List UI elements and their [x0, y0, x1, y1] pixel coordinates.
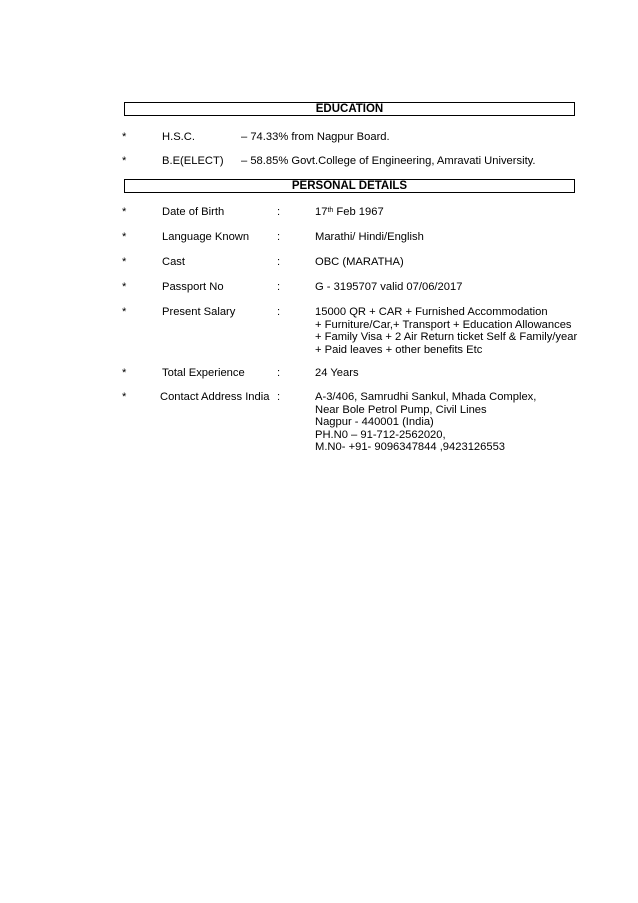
- salary-line: + Paid leaves + other benefits Etc: [315, 343, 483, 356]
- experience-bullet: *: [122, 367, 127, 379]
- education-title: EDUCATION: [315, 103, 384, 115]
- education-value-hsc: – 74.33% from Nagpur Board.: [241, 131, 390, 143]
- address-line: Near Bole Petrol Pump, Civil Lines: [315, 403, 487, 416]
- address-line: PH.N0 – 91-712-2562020,: [315, 428, 446, 441]
- passport-value: G - 3195707 valid 07/06/2017: [315, 281, 463, 293]
- education-header: [124, 102, 575, 116]
- salary-bullet: *: [122, 306, 127, 318]
- personal-details-header: [124, 179, 575, 193]
- salary-line: + Family Visa + 2 Air Return ticket Self & Family/year: [315, 331, 578, 343]
- education-label-hsc: H.S.C.: [162, 131, 195, 143]
- cast-colon: :: [277, 256, 281, 268]
- address-line: A-3/406, Samrudhi Sankul, Mhada Complex,: [315, 391, 537, 403]
- cast-bullet: *: [122, 256, 127, 268]
- dob-rest: Feb 1967: [333, 206, 384, 218]
- education-label-be: B.E(ELECT): [162, 155, 224, 167]
- salary-colon: :: [277, 306, 281, 318]
- cast-value: OBC (MARATHA): [315, 256, 404, 268]
- education-value-be: – 58.85% Govt.College of Engineering, Amravati University.: [241, 155, 536, 167]
- address-line: M.N0- +91- 9096347844 ,9423126553: [315, 441, 506, 453]
- address-value: [315, 391, 536, 454]
- salary-label: Present Salary: [162, 306, 236, 318]
- language-colon: :: [277, 231, 281, 243]
- cast-label: Cast: [162, 256, 186, 268]
- dob-colon: :: [277, 206, 281, 218]
- dob-suffix: th: [327, 207, 334, 214]
- education-bullet: *: [122, 155, 127, 167]
- experience-colon: :: [277, 367, 281, 379]
- dob-value: [315, 206, 384, 219]
- dob-bullet: *: [122, 206, 127, 218]
- dob-label: Date of Birth: [162, 206, 225, 218]
- address-label: Contact Address India: [160, 391, 270, 403]
- personal-details-title: PERSONAL DETAILS: [291, 180, 408, 192]
- passport-colon: :: [277, 281, 281, 293]
- passport-bullet: *: [122, 281, 127, 293]
- dob-day: 17: [315, 206, 328, 218]
- address-line: Nagpur - 440001 (India): [315, 416, 434, 428]
- passport-label: Passport No: [162, 281, 224, 293]
- address-bullet: *: [122, 391, 127, 403]
- salary-value: [315, 306, 577, 356]
- experience-value: 24 Years: [315, 367, 359, 379]
- language-label: Language Known: [162, 231, 250, 243]
- education-bullet: *: [122, 131, 127, 143]
- salary-line: 15000 QR + CAR + Furnished Accommodation: [315, 306, 548, 318]
- language-value: Marathi/ Hindi/English: [315, 231, 424, 243]
- address-colon: :: [277, 391, 281, 403]
- salary-line: + Furniture/Car,+ Transport + Education Allowances: [315, 318, 572, 331]
- language-bullet: *: [122, 231, 127, 243]
- experience-label: Total Experience: [162, 367, 245, 379]
